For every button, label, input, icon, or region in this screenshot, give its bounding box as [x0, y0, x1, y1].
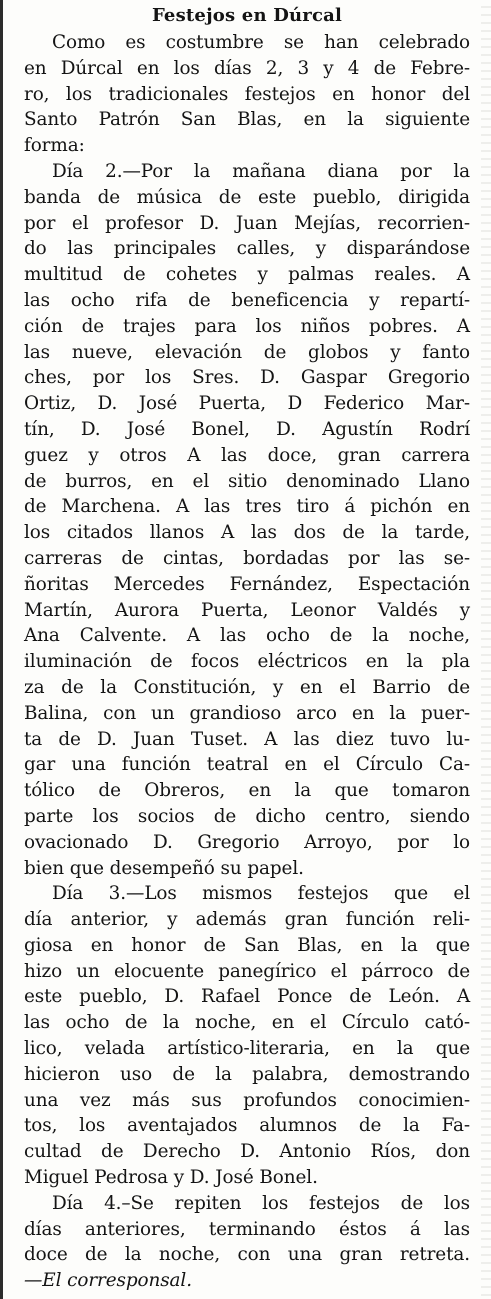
article-line: do las principales calles, y disparándose — [24, 238, 470, 260]
article-line: días anteriores, terminando éstos á las — [24, 1218, 470, 1240]
article-paragraph — [24, 159, 470, 881]
article-line: forma: — [24, 135, 85, 157]
article-body — [24, 30, 470, 1294]
article-line: multitud de cohetes y palmas reales. A — [24, 264, 470, 286]
article-line: lico, velada artístico-literaria, en la que — [24, 1038, 470, 1060]
article-line: Día 4.–Se repiten los festejos de los — [52, 1192, 470, 1214]
article-line: las ocho rifa de beneficencia y repartí- — [24, 289, 470, 311]
article-line: por el profesor D. Juan Mejías, recorrien- — [24, 212, 470, 234]
article-line: banda de música de este pueblo, dirigida — [24, 186, 470, 208]
article-line: ta de D. Juan Tuset. A las diez tuvo lu- — [24, 728, 470, 750]
article-line: carreras de cintas, bordadas por las se- — [24, 547, 470, 569]
article-line: en Dúrcal en los días 2, 3 y 4 de Febre- — [24, 57, 470, 79]
article-line: guez y otros A las doce, gran carrera — [24, 444, 470, 466]
article-line: ches, por los Sres. D. Gaspar Gregorio — [24, 367, 470, 389]
article-paragraph — [24, 30, 470, 159]
article-line: tín, D. José Bonel, D. Agustín Rodrí — [24, 418, 470, 440]
article-line: iluminación de focos eléctricos en la pla — [24, 651, 470, 673]
article-line: ro, los tradicionales festejos en honor del — [24, 83, 470, 105]
article-line: los citados llanos A las dos de la tarde, — [24, 522, 470, 544]
article-line: tos, los aventajados alumnos de la Fa- — [24, 1115, 470, 1137]
article-line: Día 2.—Por la mañana diana por la — [52, 160, 470, 182]
article-line: Ana Calvente. A las ocho de la noche, — [24, 625, 470, 647]
article-line: doce de la noche, con una gran retreta. — [24, 1244, 470, 1266]
article-line: Martín, Aurora Puerta, Leonor Valdés y — [24, 599, 470, 621]
article-headline: Festejos en Dúrcal — [151, 5, 343, 26]
article-line: giosa en honor de San Blas, en la que — [24, 934, 470, 956]
article-paragraph — [24, 881, 470, 1191]
article-line: de burros, en el sitio denominado Llano — [24, 470, 470, 492]
article-line: parte los socios de dicho centro, siendo — [24, 805, 470, 827]
article-line: Miguel Pedrosa y D. José Bonel. — [24, 1167, 318, 1189]
article-line: ción de trajes para los niños pobres. A — [24, 315, 470, 337]
article-line: las nueve, elevación de globos y fanto — [24, 341, 470, 363]
article-line: Ortiz, D. José Puerta, D Federico Mar- — [24, 393, 470, 415]
clipping-right-edge — [481, 0, 491, 1299]
article-line: tólico de Obreros, en la que tomaron — [24, 780, 470, 802]
article-line: Balina, con un grandioso arco en la puer- — [24, 702, 470, 724]
article-line: ñoritas Mercedes Fernández, Espectación — [24, 573, 470, 595]
article-line: Santo Patrón San Blas, en la siguiente — [24, 109, 470, 131]
article-line: este pueblo, D. Rafael Ponce de León. A — [24, 986, 470, 1008]
article-line: día anterior, y además gran función reli- — [24, 909, 470, 931]
article-line: cultad de Derecho D. Antonio Ríos, don — [24, 1141, 470, 1163]
article-line: ovacionado D. Gregorio Arroyo, por lo — [24, 831, 470, 853]
article-line: gar una función teatral en el Círculo Ca- — [24, 754, 470, 776]
article-line: hizo un elocuente panegírico el párroco de — [24, 960, 470, 982]
article-line: Como es costumbre se han celebrado — [52, 32, 470, 53]
article-line: hicieron uso de la palabra, demostrando — [24, 1063, 470, 1085]
newspaper-article — [24, 4, 470, 1294]
article-line: za de la Constitución, y en el Barrio de — [24, 676, 470, 698]
clipping-left-border — [0, 0, 3, 1299]
article-line: una vez más sus profundos conocimien- — [24, 1089, 470, 1111]
article-line: las ocho de la noche, en el Círculo cató- — [24, 1012, 470, 1034]
article-line: Día 3.—Los mismos festejos que el — [52, 883, 470, 905]
article-line: de Marchena. A las tres tiro á pichón en — [24, 496, 470, 518]
article-line: bien que desempeñó su papel. — [24, 857, 304, 879]
article-paragraph — [24, 1191, 470, 1294]
article-signature: —El corresponsal. — [24, 1270, 192, 1292]
